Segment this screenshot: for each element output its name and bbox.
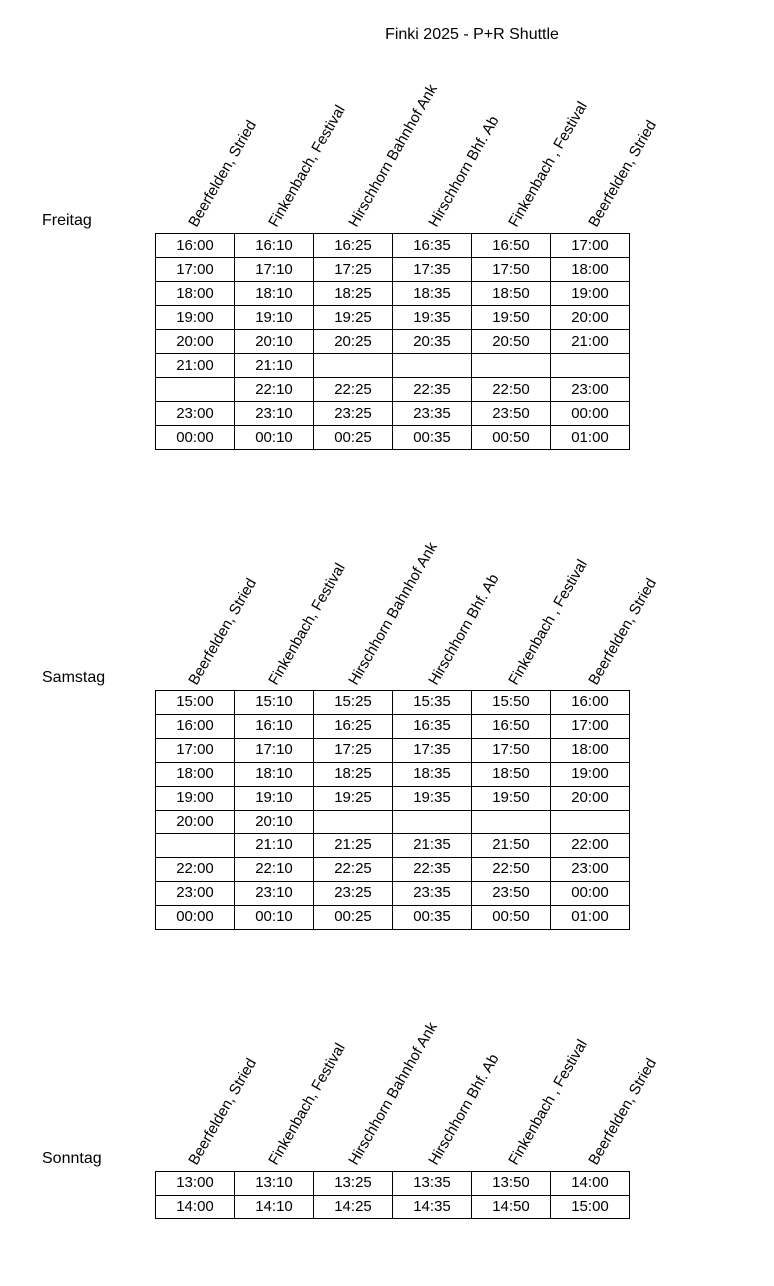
column-header: Hirschhorn Bhf. Ab [425, 1051, 503, 1168]
table-cell: 18:10 [235, 762, 314, 786]
table-cell: 23:00 [156, 402, 235, 426]
table-cell: 23:00 [551, 378, 630, 402]
table-cell: 13:50 [472, 1172, 551, 1196]
table-row [156, 858, 630, 882]
table-cell: 20:50 [472, 330, 551, 354]
column-header: Finkenbach , Festival [505, 98, 591, 231]
table-cell: 22:50 [472, 858, 551, 882]
table-cell: 23:35 [393, 882, 472, 906]
table-cell: 23:25 [314, 882, 393, 906]
table-cell: 22:50 [472, 378, 551, 402]
table-cell: 15:00 [551, 1195, 630, 1219]
table-row [156, 834, 630, 858]
table-cell [472, 810, 551, 834]
table-cell: 19:25 [314, 786, 393, 810]
table-cell: 18:10 [235, 282, 314, 306]
column-header: Finkenbach , Festival [505, 1036, 591, 1168]
table-cell [156, 834, 235, 858]
table-cell: 17:35 [393, 738, 472, 762]
table-cell: 23:10 [235, 882, 314, 906]
table-cell: 22:25 [314, 858, 393, 882]
column-header: Finkenbach, Festival [265, 560, 349, 688]
column-header: Beerfelden, Stried [185, 575, 261, 688]
table-row [156, 282, 630, 306]
table-cell: 19:10 [235, 306, 314, 330]
table-cell: 00:00 [156, 906, 235, 930]
table-cell: 21:10 [235, 354, 314, 378]
table-cell: 22:35 [393, 858, 472, 882]
column-header: Beerfelden, Stried [585, 117, 661, 230]
table-cell: 20:25 [314, 330, 393, 354]
table-cell: 17:50 [472, 738, 551, 762]
table-cell: 22:00 [156, 858, 235, 882]
table-cell: 18:00 [156, 762, 235, 786]
table-cell: 19:00 [156, 306, 235, 330]
table-cell: 19:00 [551, 762, 630, 786]
table-cell: 17:00 [156, 738, 235, 762]
timetable [155, 1171, 630, 1219]
table-cell: 16:00 [156, 714, 235, 738]
table-cell: 01:00 [551, 426, 630, 450]
table-cell: 22:00 [551, 834, 630, 858]
table-cell: 17:35 [393, 258, 472, 282]
table-cell: 19:00 [156, 786, 235, 810]
table-row [156, 738, 630, 762]
table-cell: 00:25 [314, 426, 393, 450]
table-cell: 17:10 [235, 738, 314, 762]
table-row [156, 714, 630, 738]
table-cell [551, 354, 630, 378]
table-cell: 17:00 [156, 258, 235, 282]
table-cell: 21:10 [235, 834, 314, 858]
column-header: Beerfelden, Stried [585, 1055, 661, 1168]
table-cell: 19:10 [235, 786, 314, 810]
table-cell: 00:35 [393, 426, 472, 450]
table-cell: 20:00 [551, 306, 630, 330]
column-header: Finkenbach, Festival [265, 1040, 349, 1168]
table-cell: 19:35 [393, 786, 472, 810]
table-cell: 22:25 [314, 378, 393, 402]
table-row [156, 306, 630, 330]
table-cell: 14:25 [314, 1195, 393, 1219]
table-row [156, 1195, 630, 1219]
table-cell [393, 810, 472, 834]
table-cell: 17:50 [472, 258, 551, 282]
table-cell: 23:25 [314, 402, 393, 426]
table-row [156, 258, 630, 282]
table-cell: 17:25 [314, 738, 393, 762]
table-cell: 15:10 [235, 691, 314, 715]
table-cell: 14:50 [472, 1195, 551, 1219]
table-cell: 16:35 [393, 234, 472, 258]
table-cell: 00:00 [156, 426, 235, 450]
table-cell: 13:00 [156, 1172, 235, 1196]
table-cell: 18:25 [314, 282, 393, 306]
column-header: Hirschhorn Bahnhof Ank [345, 1019, 441, 1168]
table-cell: 18:35 [393, 282, 472, 306]
table-cell: 20:00 [156, 810, 235, 834]
table-cell: 17:00 [551, 234, 630, 258]
table-row [156, 691, 630, 715]
table-cell: 13:25 [314, 1172, 393, 1196]
column-header: Hirschhorn Bahnhof Ank [345, 81, 441, 230]
table-cell: 14:00 [551, 1172, 630, 1196]
table-cell: 20:35 [393, 330, 472, 354]
table-cell: 14:00 [156, 1195, 235, 1219]
table-cell: 22:35 [393, 378, 472, 402]
table-cell: 20:00 [156, 330, 235, 354]
table-cell [156, 378, 235, 402]
column-header: Finkenbach, Festival [265, 102, 349, 230]
table-cell: 19:50 [472, 306, 551, 330]
table-cell: 16:10 [235, 234, 314, 258]
table-row [156, 378, 630, 402]
column-header: Hirschhorn Bahnhof Ank [345, 539, 441, 688]
table-cell [472, 354, 551, 378]
table-cell: 23:00 [156, 882, 235, 906]
table-row [156, 234, 630, 258]
table-row [156, 1172, 630, 1196]
table-cell: 16:50 [472, 714, 551, 738]
table-cell: 19:00 [551, 282, 630, 306]
table-cell: 18:50 [472, 762, 551, 786]
table-cell: 21:00 [551, 330, 630, 354]
table-row [156, 330, 630, 354]
table-cell: 16:00 [156, 234, 235, 258]
column-header: Beerfelden, Stried [185, 117, 261, 230]
table-row [156, 402, 630, 426]
table-cell: 13:35 [393, 1172, 472, 1196]
timetable [155, 233, 630, 450]
table-cell: 23:50 [472, 402, 551, 426]
table-cell: 17:25 [314, 258, 393, 282]
table-cell: 23:35 [393, 402, 472, 426]
table-cell: 21:25 [314, 834, 393, 858]
table-cell: 20:00 [551, 786, 630, 810]
table-cell: 23:00 [551, 858, 630, 882]
day-label: Freitag [42, 212, 92, 229]
table-cell: 23:50 [472, 882, 551, 906]
table-cell [551, 810, 630, 834]
table-cell: 00:00 [551, 882, 630, 906]
table-cell: 22:10 [235, 378, 314, 402]
table-cell: 21:00 [156, 354, 235, 378]
table-cell: 18:00 [551, 258, 630, 282]
table-cell: 00:10 [235, 906, 314, 930]
table-row [156, 762, 630, 786]
table-cell: 14:10 [235, 1195, 314, 1219]
table-cell: 16:00 [551, 691, 630, 715]
table-cell: 00:10 [235, 426, 314, 450]
table-row [156, 810, 630, 834]
table-cell: 14:35 [393, 1195, 472, 1219]
table-cell: 18:00 [156, 282, 235, 306]
table-cell: 00:50 [472, 906, 551, 930]
table-row [156, 426, 630, 450]
table-cell: 21:35 [393, 834, 472, 858]
table-cell: 00:00 [551, 402, 630, 426]
day-label: Sonntag [42, 1150, 102, 1167]
table-cell: 16:35 [393, 714, 472, 738]
table-cell: 17:10 [235, 258, 314, 282]
column-header: Beerfelden, Stried [185, 1055, 261, 1168]
table-cell: 16:25 [314, 234, 393, 258]
column-header: Beerfelden, Stried [585, 575, 661, 688]
table-row [156, 882, 630, 906]
table-cell [314, 810, 393, 834]
page-title: Finki 2025 - P+R Shuttle [385, 26, 559, 43]
table-cell: 19:35 [393, 306, 472, 330]
table-cell: 18:35 [393, 762, 472, 786]
table-cell: 16:10 [235, 714, 314, 738]
table-cell: 20:10 [235, 810, 314, 834]
table-cell: 19:25 [314, 306, 393, 330]
table-cell: 16:25 [314, 714, 393, 738]
day-label: Samstag [42, 669, 106, 686]
table-cell: 01:00 [551, 906, 630, 930]
table-cell: 15:50 [472, 691, 551, 715]
table-cell: 13:10 [235, 1172, 314, 1196]
table-cell: 20:10 [235, 330, 314, 354]
table-cell [393, 354, 472, 378]
table-cell: 21:50 [472, 834, 551, 858]
table-cell: 16:50 [472, 234, 551, 258]
column-header: Hirschhorn Bhf. Ab [425, 113, 503, 230]
table-cell: 15:35 [393, 691, 472, 715]
table-cell: 15:00 [156, 691, 235, 715]
table-row [156, 906, 630, 930]
timetable [155, 690, 630, 930]
table-cell: 22:10 [235, 858, 314, 882]
table-cell: 18:25 [314, 762, 393, 786]
table-cell: 18:00 [551, 738, 630, 762]
table-cell [314, 354, 393, 378]
column-header: Hirschhorn Bhf. Ab [425, 571, 503, 688]
table-cell: 17:00 [551, 714, 630, 738]
table-row [156, 354, 630, 378]
table-cell: 00:50 [472, 426, 551, 450]
table-cell: 19:50 [472, 786, 551, 810]
column-header: Finkenbach , Festival [505, 556, 591, 688]
table-cell: 00:35 [393, 906, 472, 930]
table-cell: 23:10 [235, 402, 314, 426]
table-cell: 18:50 [472, 282, 551, 306]
table-cell: 00:25 [314, 906, 393, 930]
table-cell: 15:25 [314, 691, 393, 715]
table-row [156, 786, 630, 810]
